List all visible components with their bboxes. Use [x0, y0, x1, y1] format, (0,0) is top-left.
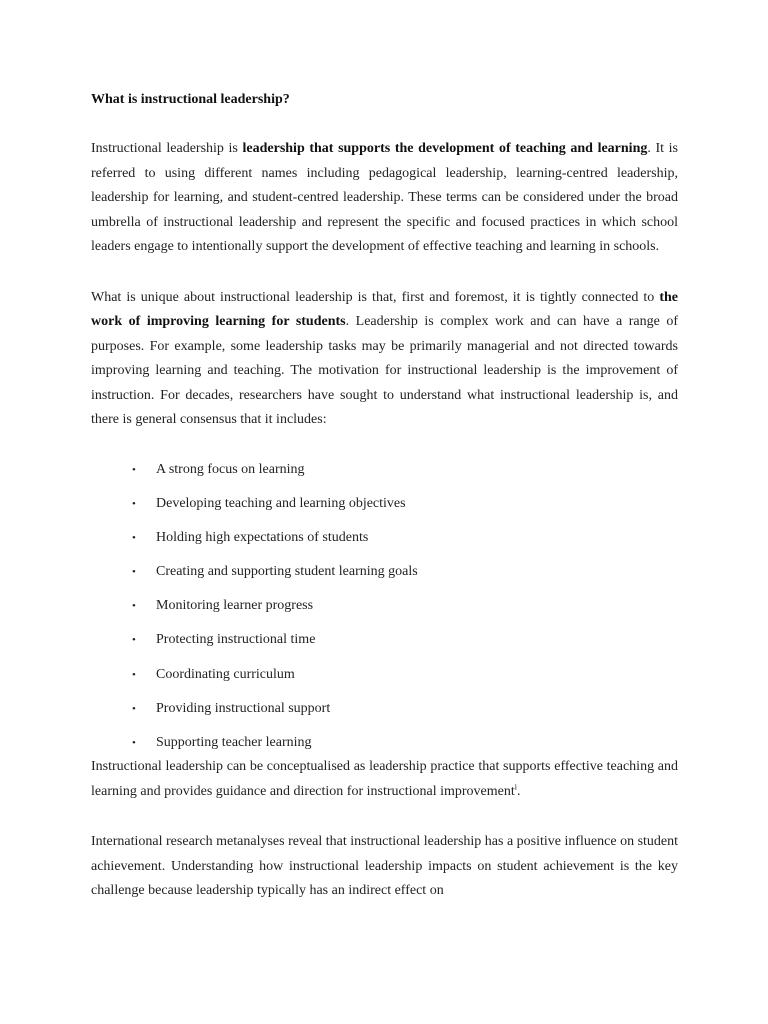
bullet-icon: • — [132, 634, 136, 647]
list-item-text: Monitoring learner progress — [156, 598, 314, 614]
list-item-text: A strong focus on learning — [156, 461, 305, 477]
bullet-icon: • — [132, 531, 136, 544]
list-item-text: Providing instructional support — [156, 700, 331, 716]
paragraph-text: What is unique about instructional leadership is that, first and foremost, it is tightly connected to — [91, 289, 660, 305]
bullet-icon: • — [132, 668, 136, 681]
paragraph-uniqueness — [91, 286, 678, 433]
section-heading: What is instructional leadership? — [91, 92, 290, 107]
footnote-marker[interactable]: i — [514, 781, 517, 791]
list-item — [91, 731, 678, 755]
document-page — [91, 88, 678, 904]
paragraph-text: . — [517, 783, 521, 799]
bold-phrase: the work of improving learning for students — [91, 289, 678, 329]
list-item-text: Developing teaching and learning objectives — [156, 495, 406, 511]
bold-phrase: leadership that supports the development of teaching and learning — [242, 141, 648, 156]
list-item-text: Protecting instructional time — [156, 632, 316, 648]
bullet-icon: • — [132, 600, 136, 613]
list-item-text: Supporting teacher learning — [156, 735, 312, 750]
bullet-list — [91, 458, 678, 756]
bullet-icon: • — [132, 497, 136, 510]
bullet-icon: • — [132, 566, 136, 579]
list-item — [91, 697, 678, 731]
paragraph-text: . It is referred to using different names including pedagogical leadership, learning-centred leadership, leadership for learning, and student-centred leadership. These terms can be considered under the broad umbrella of instructional leadership and represent the specific and focused practices in which school leaders engage to intentionally support the development of effective teaching and learning in schools. — [91, 141, 679, 254]
paragraph-text: Instructional leadership can be conceptualised as leadership practice that supports effective teaching and learning and provides guidance and direction for instructional improvement — [91, 759, 678, 799]
list-item-text: Coordinating curriculum — [156, 666, 295, 682]
list-item-text: Holding high expectations of students — [156, 529, 369, 545]
list-item — [91, 594, 678, 628]
bullet-icon: • — [132, 737, 136, 749]
list-item — [91, 492, 678, 526]
paragraph-text: . Leadership is complex work and can have a range of purposes. For example, some leadership tasks may be primarily managerial and not directed towards improving learning and teaching. The motivation for instructional leadership is the improvement of instruction. For decades, researchers have sought to understand what instructional leadership is, and there is general consensus that it includes: — [91, 314, 678, 427]
list-item — [91, 458, 678, 492]
list-item — [91, 628, 678, 662]
list-item — [91, 526, 678, 560]
list-item — [91, 560, 678, 594]
bullet-icon: • — [132, 702, 136, 715]
bullet-icon: • — [132, 463, 136, 476]
paragraph-research — [91, 830, 678, 904]
paragraph-conceptualisation — [91, 755, 678, 804]
paragraph-text: Instructional leadership is — [91, 141, 243, 156]
list-item — [91, 663, 678, 697]
paragraph-text: International research metanalyses reveal that instructional leadership has a positive influence on student achievement. Understanding how instructional leadership impacts on student achievement is the key challenge because leadership typically has an indirect effect on — [91, 834, 679, 898]
paragraph-definition — [91, 137, 678, 260]
list-item-text: Creating and supporting student learning goals — [156, 564, 418, 580]
